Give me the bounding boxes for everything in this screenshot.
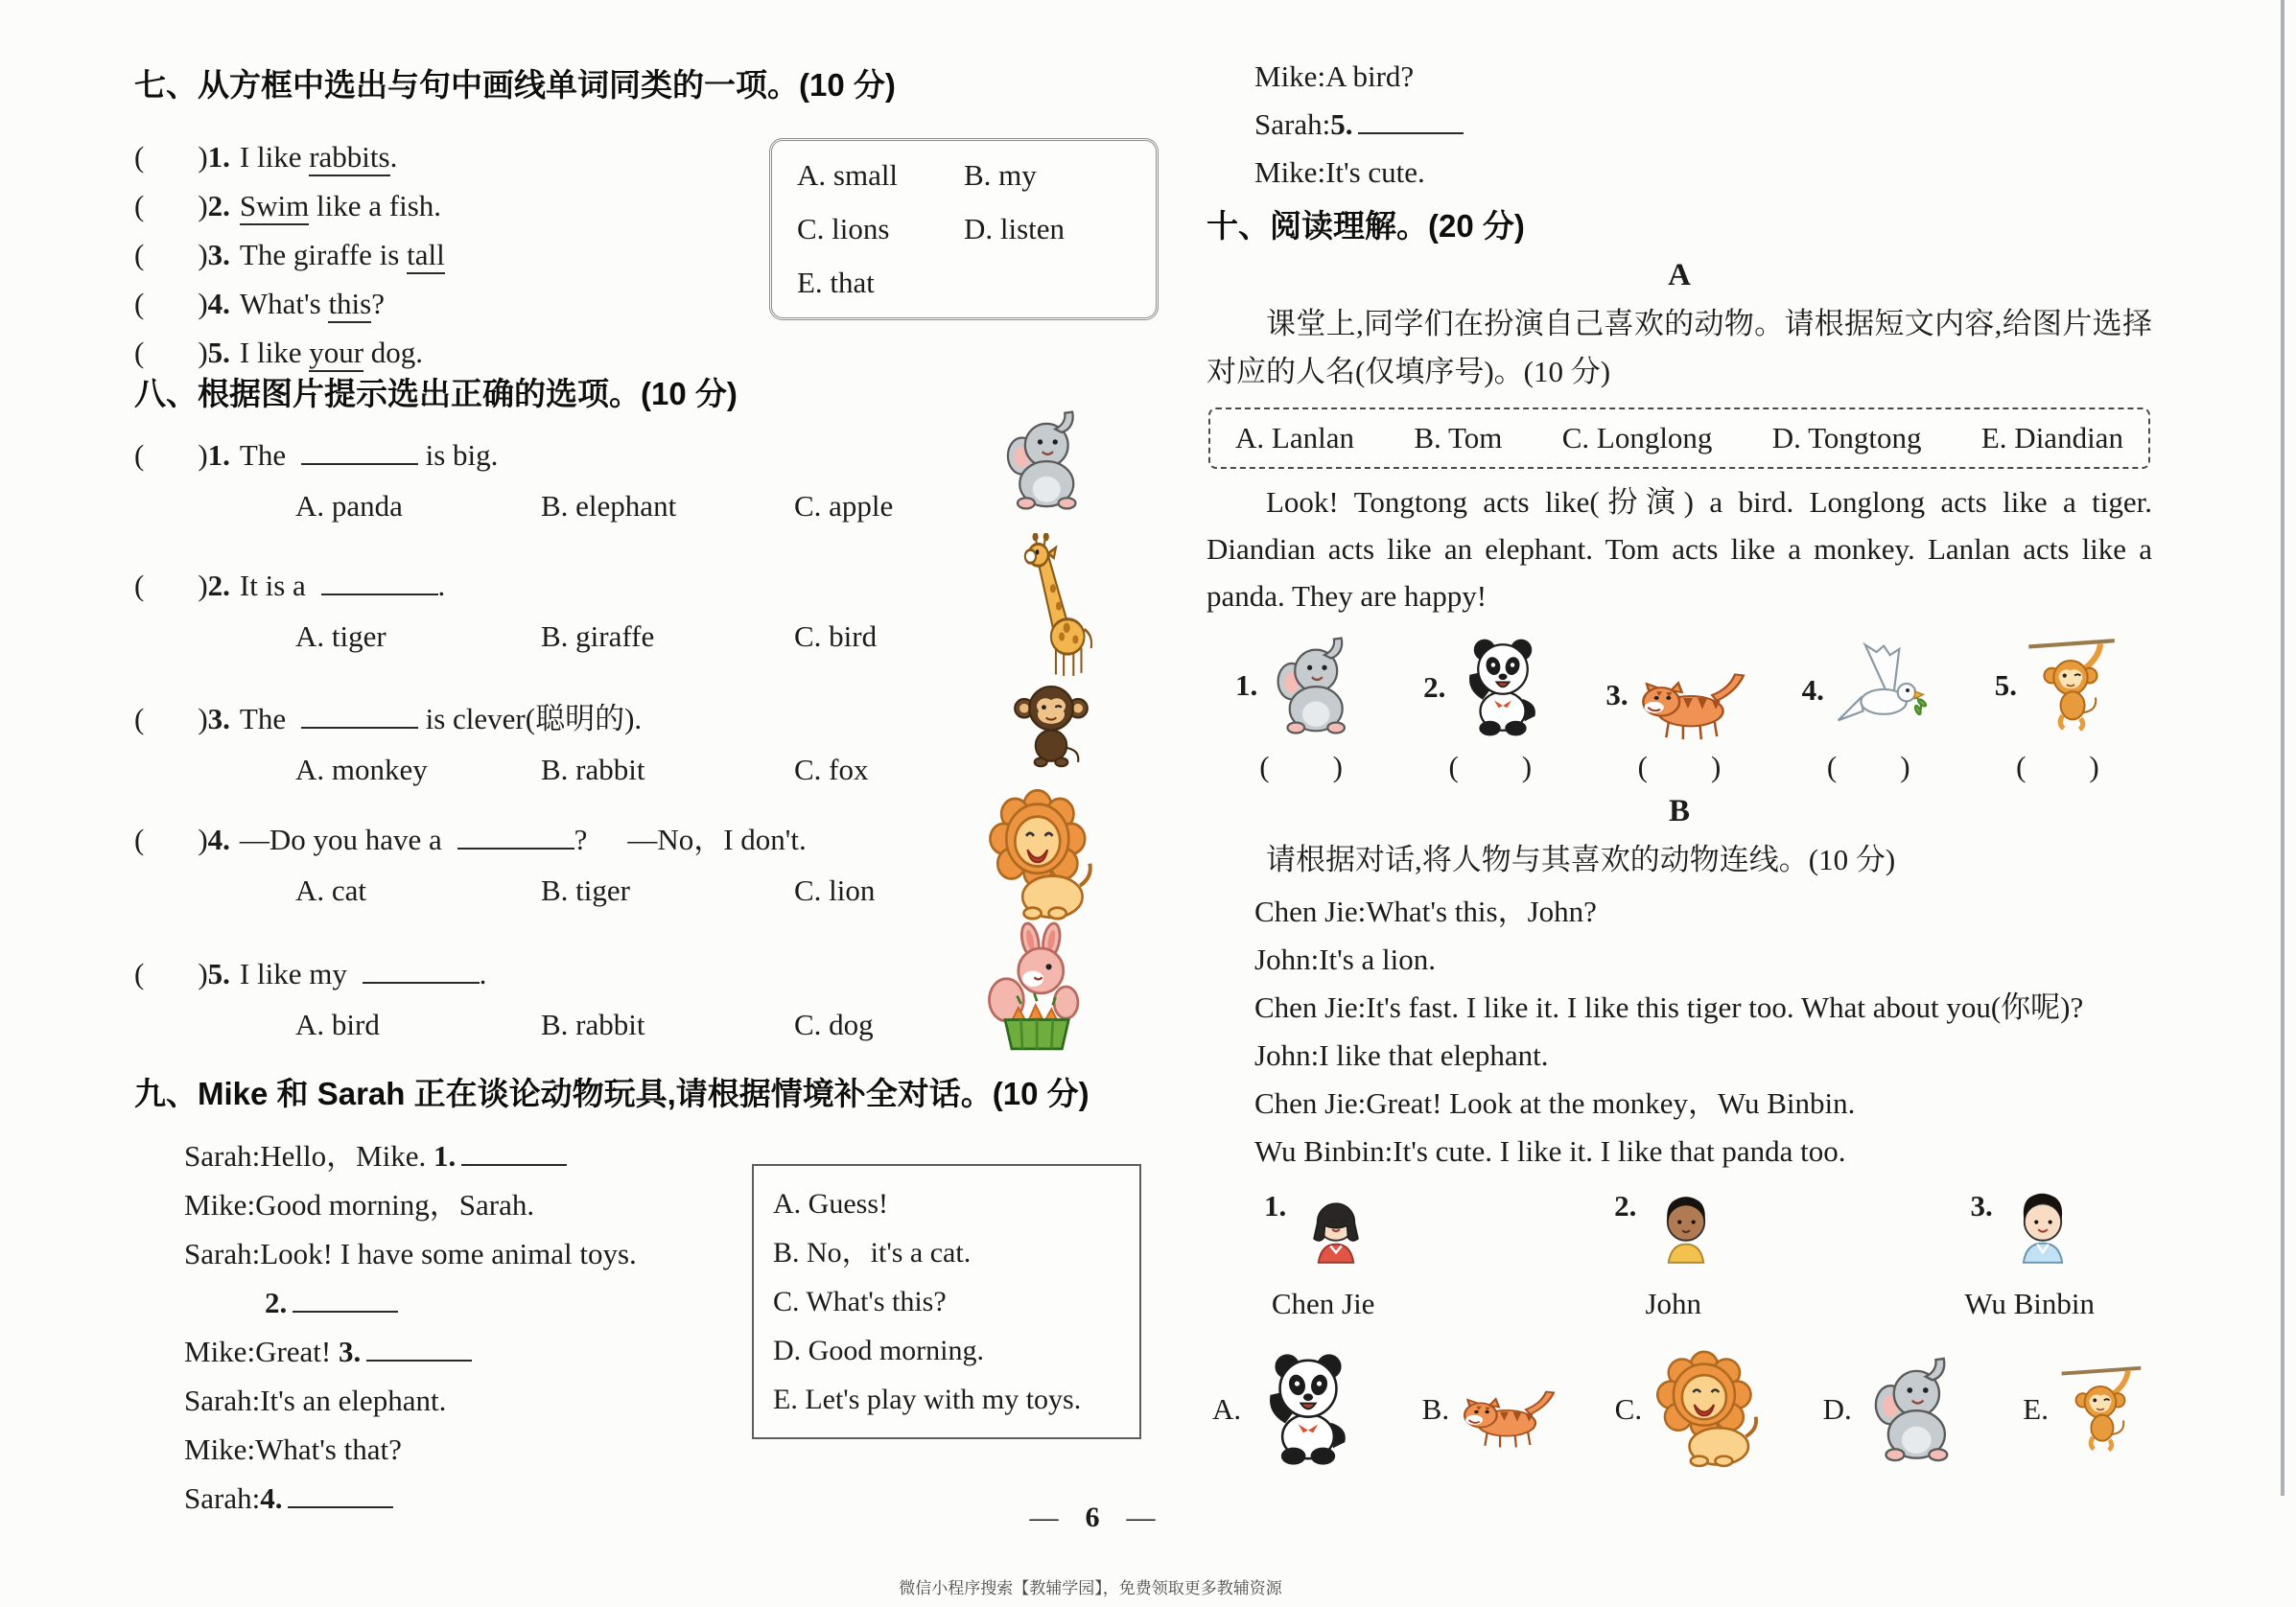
- animal-item-c: [1615, 1347, 1770, 1472]
- answer-paren: ( ): [134, 957, 208, 990]
- answer-paren: ( ): [1637, 750, 1722, 783]
- option-c: C. lion: [794, 873, 876, 907]
- lion-icon: [1648, 1347, 1770, 1472]
- name-choice-box: [1208, 408, 2150, 469]
- choice-option: C. What's this?: [773, 1286, 947, 1317]
- tiger-icon: [1455, 1369, 1562, 1450]
- rabbit-icon: [967, 920, 1099, 1053]
- blank-number: 5.: [1330, 107, 1353, 141]
- options-row: [134, 753, 869, 787]
- elephant-icon: [986, 407, 1103, 514]
- answer-paren: ( ): [134, 702, 208, 735]
- picture-item-2: [1395, 633, 1584, 784]
- dialog-line: Sarah:It's an elephant.: [184, 1384, 447, 1417]
- answer-paren: ( ): [1826, 750, 1910, 783]
- animal-item-d: [1823, 1351, 1971, 1468]
- picture-number: 5.: [1994, 668, 2018, 702]
- part-b-label: B: [1668, 794, 1690, 828]
- section8-title: 八、根据图片提示选出正确的选项。(10 分): [134, 376, 738, 411]
- dialog-line: Mike:Great! 3.: [184, 1327, 1108, 1376]
- choice-option: A. Guess!: [773, 1188, 888, 1220]
- section9-title: 九、Mike 和 Sarah 正在谈论动物玩具,请根据情境补全对话。(10 分): [134, 1076, 1089, 1111]
- underlined-word: your: [309, 336, 363, 372]
- speaker: Sarah: [184, 1384, 252, 1417]
- option-b: B. tiger: [541, 873, 630, 907]
- monkey-icon: [999, 667, 1103, 782]
- item-text: Swim like a fish.: [240, 189, 441, 225]
- animal-item-b: [1422, 1369, 1562, 1450]
- answer-paren: ( ): [134, 287, 208, 320]
- answer-paren: ( ): [2016, 750, 2099, 783]
- picture-number: 3.: [1605, 678, 1628, 711]
- underlined-word: this: [328, 287, 371, 323]
- answer-blank: [301, 700, 418, 729]
- dialog-line: Sarah:4.: [184, 1474, 1108, 1523]
- s8-item-1: ( )1. The is big. A. panda B. elephant C. apple: [134, 435, 893, 524]
- person-name: John: [1645, 1287, 1702, 1320]
- option-c: C. apple: [794, 489, 894, 523]
- monkey-icon: [2021, 629, 2120, 742]
- option-b: B. rabbit: [541, 1008, 645, 1041]
- person-number: 3.: [1970, 1189, 1993, 1223]
- answer-blank: [461, 1137, 567, 1166]
- speaker: Sarah: [1254, 107, 1323, 141]
- speaker: Chen Jie: [1254, 1086, 1358, 1120]
- picture-number: 4.: [1801, 673, 1824, 707]
- picture-number: 2.: [1423, 670, 1446, 704]
- section7-title: 七、从方框中选出与句中画线单词同类的一项。(10 分): [134, 67, 896, 103]
- item-number: 5.: [207, 336, 230, 369]
- name-option: B. Tom: [1414, 421, 1503, 454]
- speaker: John: [1254, 1038, 1311, 1072]
- person-wu-binbin: [1964, 1189, 2095, 1321]
- answer-paren: ( ): [134, 438, 208, 472]
- blank-number: 2.: [265, 1286, 288, 1319]
- item-text: I like rabbits.: [240, 140, 397, 176]
- choice-option: C. lions: [797, 212, 890, 245]
- speaker: Wu Binbin: [1254, 1134, 1385, 1168]
- speaker: Chen Jie: [1254, 895, 1358, 928]
- choice-option: A. small: [797, 158, 899, 192]
- name-option: A. Lanlan: [1235, 421, 1354, 454]
- answer-blank: [457, 821, 574, 850]
- item-number: 4.: [207, 823, 230, 856]
- bird-icon: [1828, 639, 1935, 742]
- options-row: [134, 489, 893, 524]
- s8-item-5: ( )5. I like my . A. bird B. rabbit C. dog: [134, 954, 874, 1042]
- animal-letter: D.: [1822, 1392, 1852, 1426]
- reading-passage: Look! Tongtong acts like(扮演) a bird. Longlong acts like a tiger. Diandian acts like an elephant. Tom acts like a monkey. Lanlan acts like a panda. They are happy!: [1207, 485, 2152, 613]
- footer-promo-text: 微信小程序搜索【教辅学园】，免费领取更多教辅资源: [899, 1579, 1282, 1597]
- option-a: A. cat: [295, 873, 367, 907]
- person-name: Wu Binbin: [1964, 1287, 2095, 1320]
- person-name: Chen Jie: [1271, 1287, 1375, 1320]
- underlined-word: Swim: [240, 189, 309, 225]
- person-chen-jie: [1264, 1189, 1382, 1321]
- speaker: Sarah: [184, 1139, 252, 1173]
- part-b-animal-row: [1207, 1346, 2152, 1473]
- panda-icon: [1449, 633, 1557, 742]
- choice-option: B. my: [964, 158, 1037, 192]
- answer-blank: [293, 1284, 398, 1313]
- person-number: 2.: [1614, 1189, 1637, 1223]
- page-edge-line: [2281, 0, 2284, 1496]
- lion-icon: [980, 786, 1105, 924]
- item-text: What's this?: [240, 287, 385, 323]
- word-choice-box: [769, 138, 1159, 320]
- answer-paren: ( ): [134, 238, 208, 271]
- item-number: 5.: [207, 957, 230, 990]
- picture-item-3: [1584, 648, 1773, 784]
- girl-avatar-icon: [1290, 1189, 1382, 1281]
- part-b-people-row: [1207, 1176, 2152, 1321]
- animal-letter: B.: [1421, 1392, 1450, 1426]
- blank-number: 3.: [338, 1335, 362, 1368]
- speaker: Mike: [184, 1188, 247, 1222]
- answer-paren: ( ): [1448, 750, 1533, 783]
- option-a: A. monkey: [295, 753, 428, 786]
- underlined-word: tall: [407, 238, 445, 274]
- speaker: Mike: [1254, 59, 1318, 93]
- section-9: [134, 1072, 1108, 1523]
- animal-item-a: [1212, 1346, 1370, 1473]
- person-number: 1.: [1264, 1189, 1287, 1223]
- dialog-line: John:I like that elephant.: [1254, 1038, 1549, 1072]
- dialog-line: Wu Binbin:It's cute. I like it. I like that panda too.: [1254, 1134, 1846, 1168]
- animal-letter: E.: [2023, 1392, 2049, 1426]
- answer-reply: —No，I don't.: [627, 823, 807, 856]
- animal-letter: A.: [1212, 1392, 1242, 1426]
- item-number: 4.: [207, 287, 230, 320]
- sentence-choice-box: [752, 1164, 1141, 1439]
- speaker: Mike: [1254, 155, 1318, 189]
- section10-title: 十、阅读理解。(20 分): [1207, 208, 1525, 244]
- dialog-line: Chen Jie:What's this，John?: [1254, 895, 1597, 928]
- option-a: A. panda: [295, 489, 403, 523]
- speaker: Chen Jie: [1254, 990, 1358, 1024]
- part-a-instructions: 课堂上,同学们在扮演自己喜欢的动物。请根据短文内容,给图片选择对应的人名(仅填序号)。(10 分): [1207, 307, 2152, 388]
- elephant-icon: [1261, 629, 1367, 742]
- part-b-instructions: 请根据对话,将人物与其喜欢的动物连线。(10 分): [1266, 843, 1896, 876]
- options-row: [134, 873, 875, 908]
- answer-blank: [363, 955, 480, 984]
- dialog-line: Sarah:Look! I have some animal toys.: [184, 1237, 637, 1270]
- choice-option: D. Good morning.: [773, 1335, 984, 1366]
- choice-option: E. that: [797, 266, 875, 299]
- animal-item-e: [2023, 1351, 2146, 1468]
- item-number: 3.: [207, 238, 230, 271]
- section-7: [134, 63, 1108, 377]
- answer-paren: ( ): [134, 336, 208, 369]
- option-c: C. dog: [794, 1008, 874, 1041]
- page-number: — 6 —: [1029, 1502, 1158, 1533]
- option-b: B. elephant: [541, 489, 677, 523]
- tiger-icon: [1632, 648, 1753, 742]
- name-option: C. Longlong: [1561, 421, 1713, 454]
- item-text: The giraffe is tall: [240, 238, 445, 274]
- answer-paren: ( ): [134, 823, 208, 856]
- animal-letter: C.: [1614, 1392, 1643, 1426]
- speaker: Sarah: [184, 1237, 252, 1270]
- part-a-picture-row: [1207, 629, 2152, 784]
- dialog-line: Sarah:5.: [1254, 101, 2152, 149]
- item-number: 1.: [207, 140, 230, 174]
- right-column: [1207, 53, 2152, 1473]
- answer-blank: [1358, 105, 1464, 134]
- choice-option: D. listen: [964, 212, 1066, 245]
- option-a: A. bird: [295, 1008, 380, 1041]
- dialog-line: John:It's a lion.: [1254, 943, 1437, 976]
- part-a-label: A: [1668, 258, 1691, 292]
- speaker: John: [1254, 943, 1311, 976]
- picture-item-4: [1774, 639, 1963, 784]
- dialog-line: Mike:What's that?: [184, 1432, 402, 1466]
- options-row: [134, 619, 877, 654]
- speaker: Mike: [184, 1335, 247, 1368]
- picture-item-5: [1963, 629, 2152, 784]
- dialog-line: Chen Jie:It's fast. I like it. I like this tiger too. What about you(你呢)?: [1254, 990, 2084, 1024]
- picture-item-1: [1207, 629, 1395, 784]
- dialog-line: Sarah:Hello，Mike. 1.: [184, 1131, 1108, 1180]
- item-number: 2.: [207, 189, 230, 222]
- item-number: 1.: [207, 438, 230, 472]
- blank-number: 4.: [260, 1481, 283, 1515]
- item-text: I like your dog.: [240, 336, 423, 372]
- boy-avatar-icon: [1997, 1189, 2089, 1281]
- s8-item-3: ( )3. The is clever(聪明的). A. monkey B. rabbit C. fox: [134, 699, 869, 787]
- speaker: Mike: [184, 1432, 247, 1466]
- answer-paren: ( ): [134, 140, 208, 174]
- option-c: C. fox: [794, 753, 869, 786]
- speaker: Sarah: [184, 1481, 252, 1515]
- item-number: 3.: [207, 702, 230, 735]
- option-a: A. tiger: [295, 619, 387, 653]
- option-b: B. rabbit: [541, 753, 645, 786]
- answer-blank: [366, 1333, 472, 1362]
- name-option: D. Tongtong: [1771, 421, 1922, 454]
- blank-number: 1.: [433, 1139, 457, 1173]
- section-8: [134, 372, 1122, 1072]
- item-number: 2.: [207, 569, 230, 602]
- answer-paren: ( ): [1259, 750, 1343, 783]
- person-john: [1614, 1189, 1732, 1321]
- dialog-line: Chen Jie:Great! Look at the monkey，Wu Binbin.: [1254, 1086, 1856, 1120]
- choice-option: B. No，it's a cat.: [773, 1237, 972, 1269]
- underlined-word: rabbits: [309, 140, 389, 176]
- elephant-icon: [1858, 1351, 1971, 1468]
- answer-blank: [301, 436, 418, 465]
- dialog-line: Mike:A bird?: [1254, 59, 1415, 93]
- panda-icon: [1247, 1346, 1370, 1473]
- option-b: B. giraffe: [541, 619, 655, 653]
- s8-item-4: ( )4. —Do you have a ? —No，I don't. A. cat B. tiger C. lion: [134, 820, 875, 908]
- answer-blank: [321, 567, 438, 595]
- option-c: C. bird: [794, 619, 878, 653]
- dialog-line: Mike:Good morning，Sarah.: [184, 1188, 535, 1222]
- options-row: [134, 1008, 874, 1042]
- picture-number: 1.: [1234, 668, 1258, 702]
- answer-blank: [288, 1479, 393, 1508]
- s8-item-2: ( )2. It is a . A. tiger B. giraffe C. bird: [134, 566, 877, 654]
- giraffe-icon: [1009, 533, 1107, 679]
- answer-paren: ( ): [134, 569, 208, 602]
- choice-option: E. Let's play with my toys.: [773, 1384, 1082, 1415]
- monkey-icon: [2054, 1351, 2146, 1468]
- answer-paren: ( ): [134, 189, 208, 222]
- s7-item-5: [134, 328, 1108, 377]
- name-option: E. Diandian: [1980, 421, 2123, 454]
- dialog-line: Mike:It's cute.: [1254, 155, 1425, 189]
- boy-avatar-icon: [1640, 1189, 1732, 1281]
